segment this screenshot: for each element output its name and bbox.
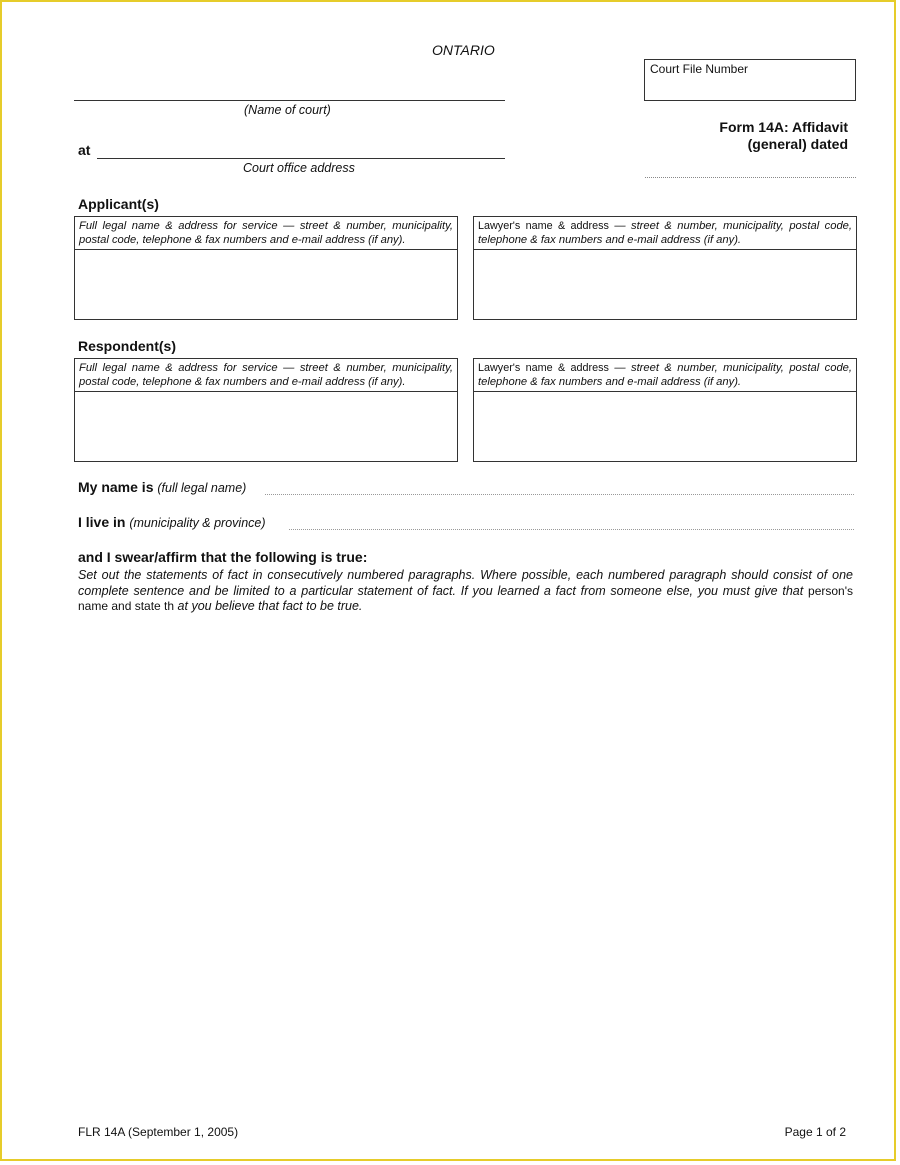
respondent-lawyer-box-header [474, 359, 856, 392]
instructions-plain: person's name and state th [78, 583, 853, 613]
respondent-party-field[interactable] [75, 392, 457, 461]
applicants-heading: Applicant(s) [78, 196, 159, 212]
applicant-party-box [74, 216, 458, 320]
applicant-lawyer-details-label: — street & number, municipality, postal code, telephone & fax numbers and e-mail address (if any). [478, 220, 852, 246]
applicant-lawyer-box [473, 216, 857, 320]
applicant-lawyer-box-header [474, 217, 856, 250]
respondent-party-box [74, 358, 458, 462]
live-in-label [78, 514, 266, 530]
page-number: Page 1 of 2 [784, 1125, 846, 1139]
respondent-lawyer-name-label: Lawyer's name & address [478, 362, 609, 374]
instructions-part1: Set out the statements of fact in consecutively numbered paragraphs. Where possible, each numbered paragraph should consist of one complete sentence and be limited to a particular statement of fact. If you learned a fact from someone else, you must give that [78, 568, 853, 598]
swear-heading: and I swear/affirm that the following is true: [78, 549, 368, 565]
respondent-lawyer-details-label: — street & number, municipality, postal code, telephone & fax numbers and e-mail address (if any). [478, 362, 852, 388]
statement-instructions [78, 568, 853, 615]
respondent-lawyer-box [473, 358, 857, 462]
live-in-field[interactable] [289, 529, 854, 530]
jurisdiction-label: ONTARIO [432, 42, 495, 58]
court-name-caption: (Name of court) [244, 103, 331, 117]
applicant-party-box-header: Full legal name & address for service — street & number, municipality, postal code, telephone & fax numbers and e-mail address (if any). [75, 217, 457, 250]
dated-field[interactable] [645, 177, 856, 178]
court-address-caption: Court office address [243, 161, 355, 175]
respondent-lawyer-field[interactable] [474, 392, 856, 461]
form-title [719, 119, 848, 153]
at-label: at [78, 142, 91, 158]
applicant-lawyer-field[interactable] [474, 250, 856, 319]
my-name-field[interactable] [265, 494, 854, 495]
respondent-party-box-header: Full legal name & address for service — street & number, municipality, postal code, telephone & fax numbers and e-mail address (if any). [75, 359, 457, 392]
my-name-hint: (full legal name) [157, 481, 247, 495]
form-title-line2: (general) dated [747, 136, 848, 152]
instructions-part2: at you believe that fact to be true. [174, 599, 363, 613]
court-file-number-field[interactable] [644, 59, 856, 101]
court-address-field[interactable] [97, 158, 505, 159]
court-name-field[interactable] [74, 100, 505, 101]
court-file-number-label: Court File Number [650, 62, 749, 76]
form-id-footer: FLR 14A (September 1, 2005) [78, 1125, 239, 1139]
live-in-text: I live in [78, 514, 126, 530]
applicant-party-field[interactable] [75, 250, 457, 319]
my-name-text: My name is [78, 479, 154, 495]
form-title-line1: Form 14A: Affidavit [719, 119, 848, 135]
my-name-label [78, 479, 246, 495]
live-in-hint: (municipality & province) [129, 516, 266, 530]
respondents-heading: Respondent(s) [78, 338, 176, 354]
applicant-lawyer-name-label: Lawyer's name & address [478, 220, 609, 232]
